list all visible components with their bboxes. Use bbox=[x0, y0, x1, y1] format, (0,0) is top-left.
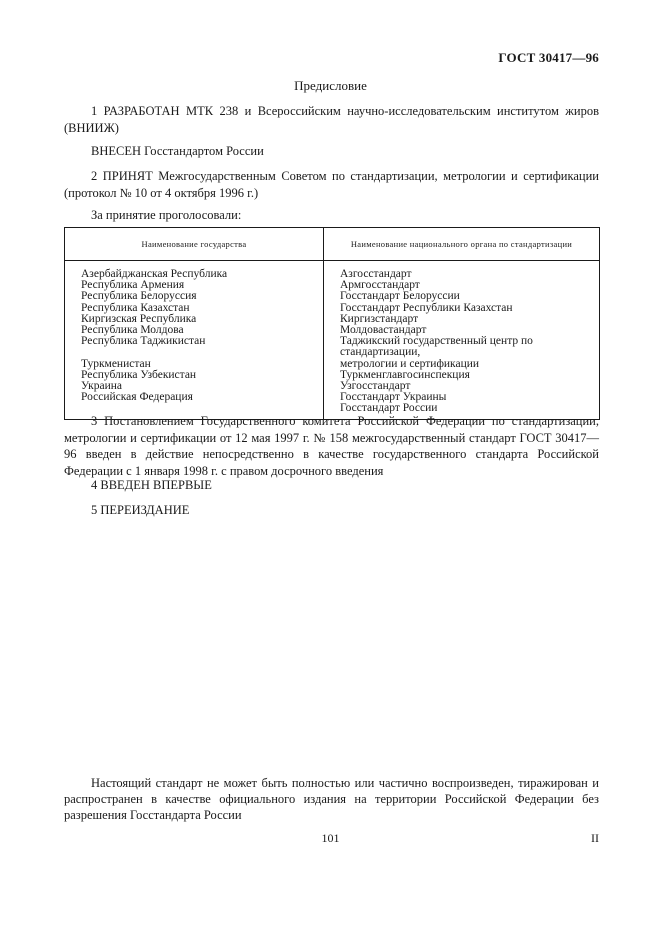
list-item: Таджикский государственный центр по стандартизации, bbox=[340, 335, 533, 359]
standard-code: ГОСТ 30417—96 bbox=[498, 50, 599, 65]
table-header-body: Наименование национального органа по стандартизации bbox=[324, 228, 600, 261]
list-item: Республика Молдова bbox=[81, 324, 184, 337]
list-item: Госстандарт Белоруссии bbox=[340, 290, 460, 303]
list-spacer bbox=[81, 347, 319, 358]
list-item: Госстандарт России bbox=[340, 402, 438, 415]
list-item: Туркменистан bbox=[81, 357, 151, 370]
paragraph-submitted-by: ВНЕСЕН Госстандартом России bbox=[91, 144, 264, 158]
list-item: Республика Армения bbox=[81, 279, 185, 292]
list-item: Республика Казахстан bbox=[81, 301, 190, 314]
list-item: метрологии и сертификации bbox=[340, 357, 480, 370]
states-cell bbox=[65, 261, 324, 420]
list-item: Молдовастандарт bbox=[340, 324, 427, 337]
paragraph-introduced-first: 4 ВВЕДЕН ВПЕРВЫЕ bbox=[91, 478, 212, 492]
paragraph-developed-by: 1 РАЗРАБОТАН МТК 238 и Всероссийским научно-исследовательским институтом жиров (ВНИИЖ) bbox=[64, 104, 599, 135]
paragraph-enacted: 3 Постановлением Государственного комитета Российской Федерации по стандартизации, метрологии и сертификации от 12 мая 1997 г. № 158 межгосударственный стандарт ГОСТ 30417—96 введен в действие непосредственно в качестве государственного стандарта Российской Федерации с 1 января 1998 г. с правом досрочного введения bbox=[64, 414, 599, 478]
list-item: Армгосстандарт bbox=[340, 279, 420, 292]
list-item: Республика Узбекистан bbox=[81, 368, 197, 381]
edition-marker: II bbox=[591, 831, 599, 845]
list-item: Российская Федерация bbox=[81, 391, 193, 404]
paragraph-voted-for: За принятие проголосовали: bbox=[91, 208, 242, 222]
paragraph-adopted-by: 2 ПРИНЯТ Межгосударственным Советом по стандартизации, метрологии и сертификации (протокол № 10 от 4 октября 1996 г.) bbox=[64, 169, 599, 200]
bodies-cell bbox=[324, 261, 600, 420]
list-item: Госстандарт Республики Казахстан bbox=[340, 301, 513, 314]
list-item: Госстандарт Украины bbox=[340, 391, 447, 404]
list-item: Узгосстандарт bbox=[340, 380, 411, 393]
list-item: Республика Таджикистан bbox=[81, 335, 206, 348]
paragraph-reissue: 5 ПЕРЕИЗДАНИЕ bbox=[91, 503, 190, 517]
list-item: Киргизстандарт bbox=[340, 312, 419, 325]
voting-table bbox=[64, 227, 600, 420]
list-item: Азербайджанская Республика bbox=[81, 268, 228, 280]
list-item: Украина bbox=[81, 380, 122, 393]
list-item: Киргизская Республика bbox=[81, 312, 197, 325]
list-item: Туркменглавгосинспекция bbox=[340, 368, 470, 381]
page-number: 101 bbox=[321, 831, 340, 845]
list-item: Азгосстандарт bbox=[340, 268, 412, 280]
page-title: Предисловие bbox=[294, 78, 367, 93]
list-item: Республика Белоруссия bbox=[81, 290, 197, 303]
table-header-state: Наименование государства bbox=[65, 228, 324, 261]
copyright-note: Настоящий стандарт не может быть полностью или частично воспроизведен, тиражирован и распространен в качестве официального издания на территории Российской Федерации без разрешения Госстандарта России bbox=[64, 776, 599, 822]
